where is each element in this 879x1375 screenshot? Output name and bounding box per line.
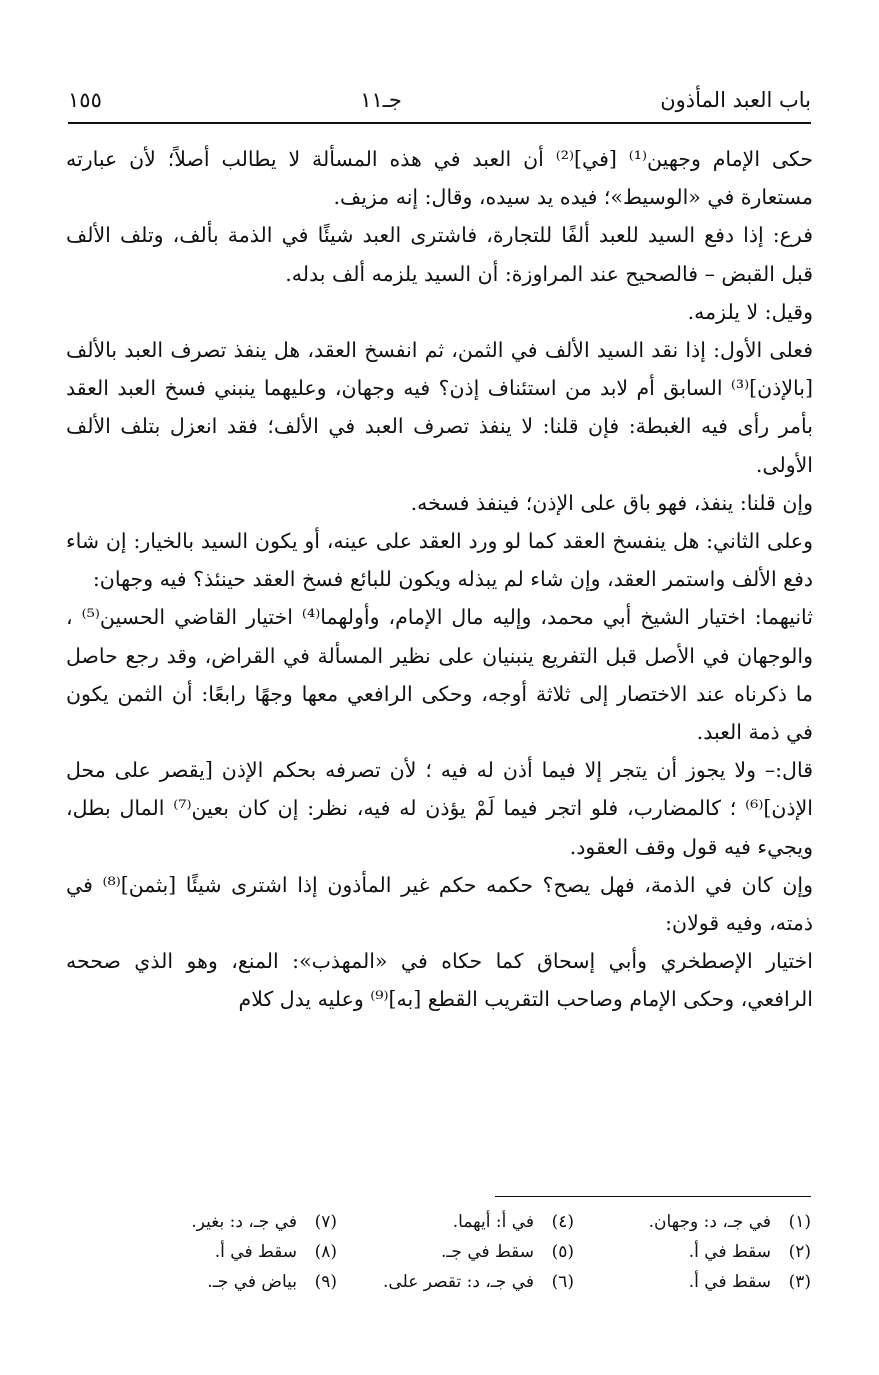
paragraph: وإن كان في الذمة، فهل يصح؟ حكمه حكم غير المأذون إذا اشترى شيئًا [بثمن]⁽⁸⁾ في ذمته، وفيه قولان: [66, 872, 813, 936]
footnote-separator [495, 1196, 811, 1197]
paragraph: حكى الإمام وجهين⁽¹⁾ [في]⁽²⁾ أن العبد في هذه المسألة لا يطالب أصلاً؛ لأن عبارته مستعارة في «الوسيط»؛ فيده يد سيده، وقال: إنه مزيف. [66, 147, 813, 210]
footnote [594, 1237, 811, 1267]
footnote-number: (١) [788, 1212, 811, 1232]
footnote-text: في جـ، د: تقصر على. [383, 1272, 534, 1292]
footnote [594, 1267, 811, 1297]
volume-label: جـ١١ [360, 88, 402, 112]
footnote [594, 1207, 811, 1237]
footnote [357, 1237, 574, 1267]
footnote-number: (٢) [788, 1242, 811, 1262]
footnote-text: سقط في أ. [688, 1272, 771, 1292]
paragraph: وعلى الثاني: هل ينفسخ العقد كما لو ورد العقد على عينه، أو يكون السيد بالخيار: إن شاء دفع الألف واستمر العقد، وإن شاء لم يبذله ويكون للبائع فسخ العقد حينئذ؟ فيه وجهان: [66, 529, 813, 592]
paragraph: قال:– ولا يجوز أن يتجر إلا فيما أذن له فيه ؛ لأن تصرفه بحكم الإذن [يقصر على محل الإذن]⁽⁶⁾ ؛ كالمضارب، فلو اتجر فيما لَمْ يؤذن له فيه، نظر: إن كان بعين⁽⁷⁾ المال بطل، ويجيء فيه قول وقف العقود. [66, 758, 813, 859]
footnote-number: (٤) [551, 1212, 574, 1232]
footnote [357, 1207, 574, 1237]
footnote-number: (٣) [788, 1272, 811, 1292]
footnote-text: في جـ، د: بغير. [191, 1212, 297, 1232]
footnote [357, 1267, 574, 1297]
footnote-text: سقط في أ. [688, 1242, 771, 1262]
footnote-text: سقط في جـ. [441, 1242, 534, 1262]
paragraph: فرع: إذا دفع السيد للعبد ألفًا للتجارة، فاشترى العبد شيئًا في الذمة بألف، وتلف الألف قبل القبض – فالصحيح عند المراوزة: أن السيد يلزمه ألف بدله. [66, 223, 813, 286]
running-header [68, 72, 811, 112]
footnote-number: (٥) [551, 1242, 574, 1262]
paragraph: وإن قلنا: ينفذ، فهو باق على الإذن؛ فينفذ فسخه. [410, 490, 813, 515]
footnote-text: بياض في جـ. [207, 1272, 297, 1292]
footnote [120, 1267, 337, 1297]
footnote [120, 1207, 337, 1237]
footnotes [120, 1207, 811, 1297]
paragraph: وقيل: لا يلزمه. [687, 299, 813, 324]
paragraph: فعلى الأول: إذا نقد السيد الألف في الثمن، ثم انفسخ العقد، هل ينفذ تصرف العبد بالألف [بالإذن]⁽³⁾ السابق أم لابد من استئناف إذن؟ فيه وجهان، وعليهما ينبني فسخ العبد العقد بأمر رأى فيه الغبطة: فإن قلنا: لا ينفذ تصرف العبد في الألف؛ فقد انعزل بتلف الألف الأولى. [66, 338, 813, 477]
footnote [120, 1237, 337, 1267]
chapter-title: باب العبد المأذون [660, 88, 811, 112]
paragraph: اختيار الإصطخري وأبي إسحاق كما حكاه في «المهذب»: المنع، وهو الذي صححه الرافعي، وحكى الإمام وصاحب التقريب القطع [به]⁽⁹⁾ وعليه يدل كلام [66, 949, 813, 1012]
header-rule [68, 122, 811, 124]
paragraph: ثانيهما: اختيار الشيخ أبي محمد، وإليه مال الإمام، وأولهما⁽⁴⁾ اختيار القاضي الحسين⁽⁵⁾ ، والوجهان في الأصل قبل التفريع ينبنيان على نظير المسألة في القراض، وقد رجع حاصل ما ذكرناه عند الاختصار إلى ثلاثة أوجه، وحكى الرافعي معها وجهًا رابعًا: أن الثمن يكون في ذمة العبد. [66, 605, 813, 745]
footnote-number: (٦) [551, 1272, 574, 1292]
main-text [66, 140, 813, 1019]
footnote-number: (٧) [314, 1212, 337, 1232]
footnote-text: في أ: أيهما. [452, 1212, 534, 1232]
footnote-text: سقط في أ. [214, 1242, 297, 1262]
footnote-number: (٨) [314, 1242, 337, 1262]
footnote-text: في جـ، د: وجهان. [648, 1212, 771, 1232]
footnote-number: (٩) [314, 1272, 337, 1292]
page-number: ١٥٥ [68, 88, 102, 112]
